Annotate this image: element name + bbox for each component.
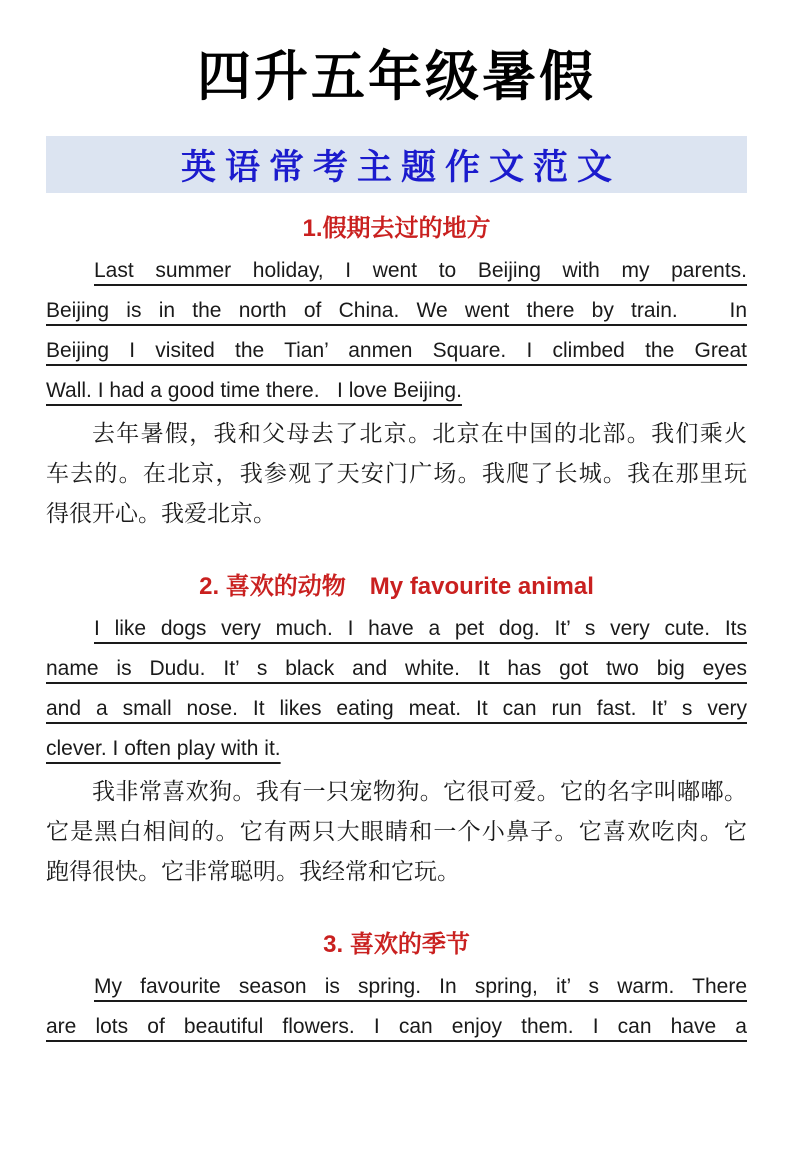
document-page bbox=[0, 44, 793, 1047]
chinese-line: 它是黑白相间的。它有两只大眼睛和一个小鼻子。它喜欢吃肉。它 bbox=[46, 818, 747, 844]
section-2-chinese-paragraph bbox=[46, 771, 747, 891]
english-line: I like dogs very much. I have a pet dog. It’ s very cute. Its bbox=[94, 617, 747, 640]
english-line: My favourite season is spring. In spring, it’ s warm. There bbox=[94, 975, 747, 998]
english-line: and a small nose. It likes eating meat. It can run fast. It’ s very bbox=[46, 697, 747, 720]
english-line: Last summer holiday, I went to Beijing with my parents. bbox=[94, 259, 747, 282]
banner bbox=[46, 136, 747, 193]
english-line: Beijing is in the north of China. We went there by train. In bbox=[46, 299, 747, 322]
chinese-line: 去年暑假，我和父母去了北京。北京在中国的北部。我们乘火 bbox=[92, 420, 747, 446]
english-line: Wall. I had a good time there. I love Beijing. bbox=[46, 379, 462, 402]
section-1-heading: 1.假期去过的地方 bbox=[302, 215, 491, 242]
document-body bbox=[46, 213, 747, 1047]
chinese-line: 车去的。在北京，我参观了天安门广场。我爬了长城。我在那里玩 bbox=[46, 460, 747, 486]
section-3-english-paragraph bbox=[46, 967, 747, 1047]
chinese-line: 得很开心。我爱北京。 bbox=[46, 500, 276, 526]
english-line: Beijing I visited the Tian’ anmen Square. I climbed the Great bbox=[46, 339, 747, 362]
chinese-line: 我非常喜欢狗。我有一只宠物狗。它很可爱。它的名字叫嘟嘟。 bbox=[92, 778, 747, 804]
english-line: are lots of beautiful flowers. I can enjoy them. I can have a bbox=[46, 1015, 747, 1038]
english-line: clever. I often play with it. bbox=[46, 737, 281, 760]
english-line: name is Dudu. It’ s black and white. It has got two big eyes bbox=[46, 657, 747, 680]
section-2-heading: 2. 喜欢的动物 My favourite animal bbox=[199, 573, 594, 600]
chinese-line: 跑得很快。它非常聪明。我经常和它玩。 bbox=[46, 858, 460, 884]
banner-title: 英语常考主题作文范文 bbox=[180, 146, 621, 188]
page-title: 四升五年级暑假 bbox=[197, 44, 596, 108]
section-1-english-paragraph bbox=[46, 251, 747, 411]
section-1-chinese-paragraph bbox=[46, 413, 747, 533]
section-3-heading: 3. 喜欢的季节 bbox=[323, 931, 470, 958]
section-2-english-paragraph bbox=[46, 609, 747, 769]
